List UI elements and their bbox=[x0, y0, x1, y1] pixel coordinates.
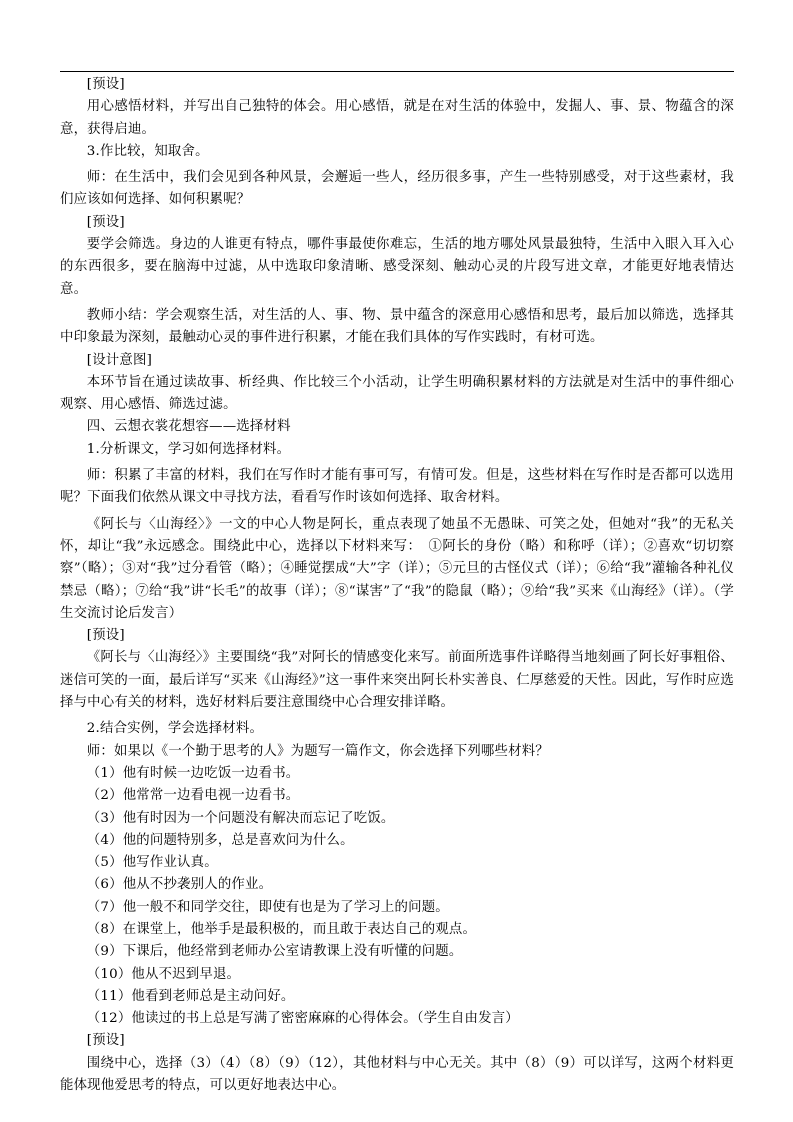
paragraph: 《阿长与〈山海经〉》一文的中心人物是阿长，重点表现了她虽不无愚昧、可笑之处，但她对“我”的无私关怀，却让“我”永远感念。围绕此中心，选择以下材料来写： ①阿长的身份（略）和称呼（详）；②喜欢“切切察察”（略）；③对“我”过分看管（略）；④睡觉摆成“大”字（详）；⑤元旦的古怪仪式（详）；⑥给“我”灌输各种礼仪禁忌（略）；⑦给“我”讲“长毛”的故事（详）；⑧“谋害”了“我”的隐鼠（略）；⑨给“我”买来《山海经》（详）。（学生交流讨论后发言） bbox=[60, 516, 734, 621]
teacher-question: 师：如果以《一个勤于思考的人》为题写一篇作文，你会选择下列哪些材料？ bbox=[86, 743, 549, 759]
list-item: （3）他有时因为一个问题没有解决而忘记了吃饭。 bbox=[86, 810, 395, 826]
list-item: （11）他看到老师总是主动问好。 bbox=[86, 988, 295, 1004]
design-intent-label: [设计意图] bbox=[86, 352, 153, 368]
preset-label: [预设] bbox=[86, 214, 125, 230]
preset-label: [预设] bbox=[86, 77, 125, 92]
document-body bbox=[60, 74, 734, 1097]
list-item: （9）下课后，他经常到老师办公室请教课上没有听懂的问题。 bbox=[86, 944, 463, 960]
teacher-summary: 教师小结：学会观察生活，对生活的人、事、物、景中蕴含的深意用心感悟和思考，最后加以筛选，选择其中印象最为深刻，最触动心灵的事件进行积累，才能在我们具体的写作实践时，有材可选。 bbox=[60, 307, 734, 346]
paragraph: 围绕中心，选择（3）（4）（8）（9）（12），其他材料与中心无关。其中（8）（9）可以详写，这两个材料更能体现他爱思考的特点，可以更好地表达中心。 bbox=[60, 1055, 734, 1094]
teacher-question: 师：在生活中，我们会见到各种风景，会邂逅一些人，经历很多事，产生一些特别感受，对于这些素材，我们应该如何选择、如何积累呢？ bbox=[60, 170, 734, 208]
step-heading: 3.作比较，知取舍。 bbox=[86, 143, 209, 159]
list-item: （1）他有时候一边吃饭一边看书。 bbox=[86, 765, 300, 781]
preset-label: [预设] bbox=[86, 628, 125, 644]
preset-label: [预设] bbox=[86, 1033, 125, 1049]
step-heading: 2.结合实例，学会选择材料。 bbox=[86, 721, 264, 737]
list-item: （2）他常常一边看电视一边看书。 bbox=[86, 788, 300, 804]
step-heading: 1.分析课文，学习如何选择材料。 bbox=[86, 441, 291, 457]
list-item: （4）他的问题特别多，总是喜欢问为什么。 bbox=[86, 832, 354, 848]
paragraph: 要学会筛选。身边的人谁更有特点，哪件事最使你难忘，生活的地方哪处风景最独特，生活中入眼入耳入心的东西很多，要在脑海中过滤，从中选取印象清晰、感受深刻、触动心灵的片段写进文章，才能更好地表情达意。 bbox=[60, 237, 734, 297]
list-item: （8）在课堂上，他举手是最积极的，而且敢于表达自己的观点。 bbox=[86, 921, 477, 937]
list-item: （6）他从不抄袭别人的作业。 bbox=[86, 877, 273, 893]
teacher-question: 师：积累了丰富的材料，我们在写作时才能有事可写，有情可发。但是，这些材料在写作时是否都可以选用呢？下面我们依然从课文中寻找方法，看看写作时该如何选择、取舍材料。 bbox=[60, 468, 734, 506]
header-rule bbox=[60, 71, 734, 72]
section-heading: 四、云想衣裳花想容——选择材料 bbox=[86, 419, 291, 435]
list-item: （7）他一般不和同学交往，即使有也是为了学习上的问题。 bbox=[86, 899, 449, 915]
list-item: （5）他写作业认真。 bbox=[86, 855, 218, 871]
paragraph: 用心感悟材料，并写出自己独特的体会。用心感悟，就是在对生活的体验中，发掘人、事、景、物蕴含的深意，获得启迪。 bbox=[60, 99, 734, 137]
list-item: （10）他从不迟到早退。 bbox=[86, 966, 241, 982]
paragraph: 本环节旨在通过读故事、析经典、作比较三个小活动，让学生明确积累材料的方法就是对生活中的事件细心观察、用心感悟、筛选过滤。 bbox=[60, 374, 734, 413]
paragraph: 《阿长与〈山海经〉》主要围绕“我”对阿长的情感变化来写。前面所选事件详略得当地刻画了阿长好事粗俗、迷信可笑的一面，最后详写“买来《山海经》”这一事件来突出阿长朴实善良、仁厚慈爱的天性。因此，写作时应选择与中心有关的材料，选好材料后要注意围绕中心合理安排详略。 bbox=[60, 650, 734, 711]
list-item: （12）他读过的书上总是写满了密密麻麻的心得体会。（学生自由发言） bbox=[86, 1011, 519, 1027]
